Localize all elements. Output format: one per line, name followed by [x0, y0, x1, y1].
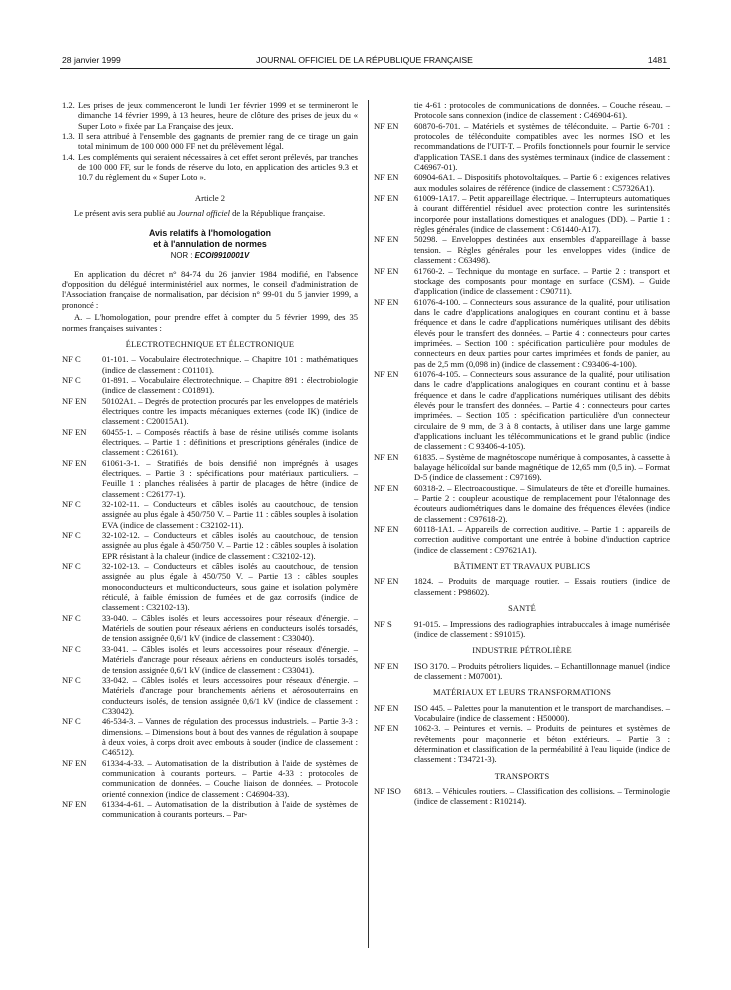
norm-text: 50298. – Enveloppes destinées aux ensembles d'appareillage à basse tension. – Règles générales pour les enveloppes vides (indice de classement : C63498). — [414, 234, 670, 266]
norm-entry — [62, 644, 358, 675]
header-rule — [60, 68, 670, 69]
norm-entry — [62, 530, 358, 561]
norm-entry — [374, 703, 670, 724]
sub-item — [62, 131, 358, 152]
norm-entry — [62, 427, 358, 458]
norm-text: 60870-6-701. – Matériels et systèmes de téléconduite. – Partie 6-701 : protocoles de téléconduite compatibles avec les normes ISO et les recommandations de l'UIT-T. – Profils fonctionnels pour fournir le service d'application TASE.1 dans des systèmes terminaux (indice de classement : C46967-01). — [414, 120, 670, 173]
norm-text: 91-015. – Impressions des radiographies intrabuccales à image numérisée (indice de classement : S91015). — [414, 618, 670, 639]
norm-text: 6813. – Véhicules routiers. – Classification des collisions. – Terminologie (indice de classement : R10214). — [414, 785, 670, 807]
article-text — [62, 208, 358, 218]
norm-entry — [62, 675, 358, 716]
norm-code: NF C — [62, 561, 81, 572]
page-header — [62, 55, 667, 69]
norm-entry — [374, 297, 670, 369]
norm-entry — [62, 354, 358, 375]
section-heading: INDUSTRIE PÉTROLIÈRE — [472, 646, 572, 656]
norm-entry-list — [374, 786, 670, 807]
norm-code: NF EN — [374, 723, 399, 734]
section-heading: TRANSPORTS — [494, 771, 550, 781]
norm-text: 01-101. – Vocabulaire électrotechnique. – Chapitre 101 : mathématiques (indice de classement : C01101). — [102, 354, 358, 375]
avis-heading — [62, 228, 358, 261]
norm-text: 1824. – Produits de marquage routier. – Essais routiers (indice de classement : P98602). — [414, 576, 670, 597]
norm-entry-list — [374, 576, 670, 597]
section-heading: SANTÉ — [508, 604, 536, 614]
sub-item — [62, 152, 358, 183]
sub-item-text: Les prises de jeux commenceront le lundi 1er février 1999 et se termineront le dimanche 14 février 1999, à 13 heures, heure de clôture des prises de jeux du « Super Loto » fixée par La Française des jeux. — [78, 100, 358, 131]
norm-entry — [374, 234, 670, 265]
norm-code: NF ISO — [374, 785, 401, 796]
norm-entry — [62, 758, 358, 799]
sub-item-number: 1.4. — [62, 151, 75, 162]
section-list — [374, 562, 670, 807]
norm-code: NF EN — [374, 172, 399, 183]
norm-text: ISO 445. – Palettes pour la manutention et le transport de marchandises. – Vocabulaire (indice de classement : H50000). — [414, 702, 670, 723]
sub-item-number: 1.2. — [62, 100, 75, 110]
sub-items — [62, 100, 358, 183]
norm-entry — [374, 172, 670, 193]
norm-entry — [62, 561, 358, 613]
norm-entry — [374, 576, 670, 597]
norm-code: NF C — [62, 374, 81, 385]
norm-code: NF C — [62, 612, 81, 623]
norm-code: NF C — [62, 354, 81, 365]
norm-entry — [374, 121, 670, 173]
norm-entry — [374, 483, 670, 524]
continued-entry-text: tie 4-61 : protocoles de communications de données. – Couche réseau. – Protocole sans connexion (indice de classement : C46904-61). — [414, 100, 670, 121]
norm-text: 50102A1. – Degrés de protection procurés par les enveloppes de matériels électriques contre les impacts mécaniques externes (code IK) (indice de classement : C20015A1). — [102, 395, 358, 427]
norm-code: NF EN — [374, 451, 399, 462]
section-heading: BÂTIMENT ET TRAVAUX PUBLICS — [453, 562, 591, 572]
sub-item-number: 1.3. — [62, 131, 75, 142]
norm-entry-list — [374, 661, 670, 682]
sub-item — [62, 100, 358, 131]
left-column — [62, 100, 358, 820]
norm-code: NF EN — [374, 524, 399, 535]
nor-reference — [62, 251, 358, 261]
norm-text: 60455-1. – Composés réactifs à base de résine utilisés comme isolants électriques. – Partie 1 : définitions et prescriptions générales (indice de classement : C26161). — [102, 426, 358, 458]
norm-text: 33-042. – Câbles isolés et leurs accessoires pour réseaux d'énergie. – Matériels d'ancrage pour branchements aériens et aérosouterrains en conducteurs isolés, de tension assignée 0,6/1 kV (indice de classement : C33042). — [102, 674, 358, 716]
norm-text: 60118-1A1. – Appareils de correction auditive. – Partie 1 : appareils de correction auditive comportant une entrée à bobine d'induction captrice (indice de classement : C97621A1). — [414, 524, 670, 555]
norm-code: NF EN — [62, 798, 87, 809]
avis-title-line1: Avis relatifs à l'homologation — [148, 228, 271, 239]
norm-code: NF EN — [374, 702, 399, 713]
norm-entry — [62, 799, 358, 820]
norm-code: NF EN — [374, 482, 399, 493]
norm-code: NF EN — [374, 193, 399, 204]
section-heading: ÉLECTROTECHNIQUE ET ÉLECTRONIQUE — [125, 339, 295, 349]
norm-entry-list — [374, 619, 670, 640]
norm-entry-list — [374, 703, 670, 765]
norm-entry-list — [374, 121, 670, 555]
norm-text: 32-102-11. – Conducteurs et câbles isolés au caoutchouc, de tension assignée au plus égale à 450/750 V. – Partie 11 : câbles souples à isolation EVA (indice de classement : C32102-11). — [102, 499, 358, 530]
norm-code: NF EN — [62, 395, 87, 406]
nor-code: ECOI9910001V — [194, 251, 250, 261]
header-journal-title: JOURNAL OFFICIEL DE LA RÉPUBLIQUE FRANÇAISE — [256, 55, 473, 65]
point-a-paragraph: A. – L'homologation, pour prendre effet à compter du 5 février 1999, des 35 normes françaises suivantes : — [62, 312, 358, 333]
intro-paragraph: En application du décret n° 84-74 du 26 janvier 1984 modifié, en l'absence d'opposition du délégué interministériel aux normes, le conseil d'administration de l'Association française de normalisation, par décision n° 99-01 du 5 janvier 1999, a prononcé : — [62, 268, 358, 310]
norm-entry — [374, 619, 670, 640]
norm-entry — [62, 613, 358, 644]
right-column — [374, 100, 670, 807]
journal-officiel-italic: Journal officiel — [177, 208, 230, 219]
norm-code: NF C — [62, 716, 81, 727]
sub-item-text: Il sera attribué à l'ensemble des gagnants de premier rang de ce tirage un gain total minimum de 100 000 000 FF net du prélèvement légal. — [78, 131, 358, 152]
article-title: Article 2 — [194, 192, 226, 203]
norm-code: NF C — [62, 499, 81, 509]
norm-entry — [62, 396, 358, 427]
norm-entry — [374, 266, 670, 297]
norm-text: 01-891. – Vocabulaire électrotechnique. – Chapitre 891 : électrobiologie (indice de classement : C01891). — [102, 374, 358, 396]
sub-item-text: Les compléments qui seraient nécessaires à cet effet seront prélevés, par tranches de 100 000 FF, sur le fonds de réserve du loto, en application des articles 9.3 et 10.7 du règlement du « Super Loto ». — [78, 151, 358, 183]
norm-code: NF C — [62, 530, 81, 541]
norm-code: NF EN — [374, 660, 399, 671]
norm-text: 46-534-3. – Vannes de régulation des processus industriels. – Partie 3-3 : dimensions. – Dimensions bout à bout des vannes de régulation à soupape à deux voies, à corps droit avec embouts à souder (indice de classement : C46512). — [102, 716, 358, 758]
norm-code: NF EN — [374, 296, 399, 307]
norm-text: 60318-2. – Electroacoustique. – Simulateurs de tête et d'oreille humaines. – Partie 2 : coupleur acoustique de remplacement pour l'étalonnage des écouteurs audiométriques dans le domaine des fréquences élevées (indice de classement : C97618-2). — [414, 482, 670, 524]
norm-code: NF C — [62, 674, 81, 685]
norm-text: 61009-1A17. – Petit appareillage électrique. – Interrupteurs automatiques à courant différentiel résiduel avec protection contre les surintensités incorporée pour installations domestiques et analogues (DD). – Partie 1 : règles générales (indice de classement : C61440-A17). — [414, 193, 670, 235]
norm-entry — [374, 661, 670, 682]
norm-text: 61334-4-61. – Automatisation de la distribution à l'aide de systèmes de communication à courants porteurs. – Par- — [102, 798, 358, 820]
header-page-number: 1481 — [647, 55, 667, 65]
norm-entry — [374, 786, 670, 807]
norm-code: NF EN — [62, 426, 87, 437]
norm-entry — [374, 452, 670, 483]
norm-code: NF S — [374, 618, 392, 629]
norm-text: 1062-3. – Peintures et vernis. – Produits de peintures et systèmes de revêtements pour maçonnerie et béton extérieurs. – Partie 3 : détermination et classification de la perméabilité à l'eau liquide (indice de classement : T34721-3). — [414, 723, 670, 765]
section-heading: MATÉRIAUX ET LEURS TRANSFORMATIONS — [432, 688, 612, 698]
avis-title-line2: et à l'annulation de normes — [153, 238, 267, 249]
norm-code: NF EN — [374, 265, 399, 276]
norm-code: NF EN — [374, 120, 399, 131]
norm-code: NF EN — [374, 368, 399, 379]
norm-text: 61334-4-33. – Automatisation de la distribution à l'aide de systèmes de communication à courants porteurs. – Partie 4-33 : protocoles de communication de données. – Couche liaison de données. – Protocole orienté connexion (indice de classement : C46904-33). — [102, 757, 358, 799]
column-divider — [368, 100, 369, 948]
norm-text: 33-040. – Câbles isolés et leurs accessoires pour réseaux d'énergie. – Matériels de soutien pour réseaux aériens en conducteurs isolés torsadés, de tension assignée 0,6/1 kV (indice de classement : C33040). — [102, 612, 358, 644]
norm-entry — [62, 716, 358, 757]
norm-code: NF C — [62, 643, 81, 654]
norm-text: 61076-4-100. – Connecteurs sous assurance de la qualité, pour utilisation dans le cadre d'applications analogiques en courant continu et à basse fréquence et dans le cadre d'applications numériques utilisant des débits élevés pour le transfert des données. – Partie 4 : connecteurs pour cartes imprimées. – Section 100 : spécification particulière pour modules de connecteurs en deux parties pour cartes imprimées et fonds de panier, au pas de 2,5 mm (0,098 in) (indice de classement : C93406-4-100). — [414, 296, 670, 369]
norm-text: 61076-4-105. – Connecteurs sous assurance de la qualité, pour utilisation dans le cadre d'applications analogiques en courant continu et à basse fréquence et dans le cadre d'applications numériques utilisant des débits élevés pour le transfert des données. – Partie 4 : connecteurs pour cartes imprimées. – Section 105 : spécification particulière d'un connecteur circulaire de 9 mm, de 3 à 8 contacts, à utiliser dans une large gamme d'applications incluant les télécommunications et le grand public (indice de classement : C 93406-4-105). — [414, 368, 670, 452]
norm-text: 61061-3-1. – Stratifiés de bois densifié non imprégnés à usages électriques. – Partie 3 : spécifications pour matériaux particuliers. – Feuille 1 : planches réalisées à partir de placages de hêtre (indice de classement : C26177-1). — [102, 457, 358, 499]
norm-entry — [62, 499, 358, 530]
norm-entry — [62, 458, 358, 499]
norm-text: ISO 3170. – Produits pétroliers liquides. – Echantillonnage manuel (indice de classement : M07001). — [414, 660, 670, 681]
norm-entry — [374, 723, 670, 764]
norm-code: NF EN — [62, 757, 87, 768]
article-text-part: Le présent avis sera publié au — [74, 208, 178, 219]
norm-text: 60904-6A1. – Dispositifs photovoltaïques. – Partie 6 : exigences relatives aux modules solaires de référence (indice de classement : C57326A1). — [414, 172, 670, 193]
norm-code: NF EN — [62, 457, 87, 468]
norm-text: 33-041. – Câbles isolés et leurs accessoires pour réseaux d'énergie. – Matériels d'ancrage pour réseaux aériens en conducteurs isolés torsadés, de tension assignée 0,6/1 kV (indice de classement : C33041). — [102, 643, 358, 675]
article-text-part: de la République française. — [229, 208, 326, 219]
header-date: 28 janvier 1999 — [62, 55, 121, 65]
norm-entry — [374, 193, 670, 234]
norm-code: NF EN — [374, 234, 399, 245]
norm-text: 32-102-12. – Conducteurs et câbles isolés au caoutchouc, de tension assignée au plus égale à 450/750 V. – Partie 12 : câbles souples à isolation EPR résistant à la chaleur (indice de classement : C32102-12). — [102, 530, 358, 561]
norm-entry — [374, 524, 670, 555]
norm-entry — [62, 375, 358, 396]
norm-code: NF EN — [374, 576, 399, 587]
norm-text: 61760-2. – Technique du montage en surface. – Partie 2 : transport et stockage des composants pour montage en surface (CSM). – Guide d'application (indice de classement : C90711). — [414, 265, 670, 297]
norm-text: 61835. – Système de magnétoscope numérique à composantes, à cassette à balayage hélicoïdal sur bande magnétique de 12,65 mm (0,5 in). – Format D-5 (indice de classement : C97169). — [414, 451, 670, 483]
norm-entry-list — [62, 354, 358, 819]
norm-text: 32-102-13. – Conducteurs et câbles isolés au caoutchouc, de tension assignée au plus égale à 450/750 V. – Partie 13 : câbles souples monoconducteurs et multiconducteurs, sous gaine et isolation polymère réticulé, à faible émission de fumées et de gaz corrosifs (indice de classement : C32102-13). — [102, 561, 358, 613]
norm-entry — [374, 369, 670, 452]
nor-label: NOR : — [170, 251, 195, 261]
